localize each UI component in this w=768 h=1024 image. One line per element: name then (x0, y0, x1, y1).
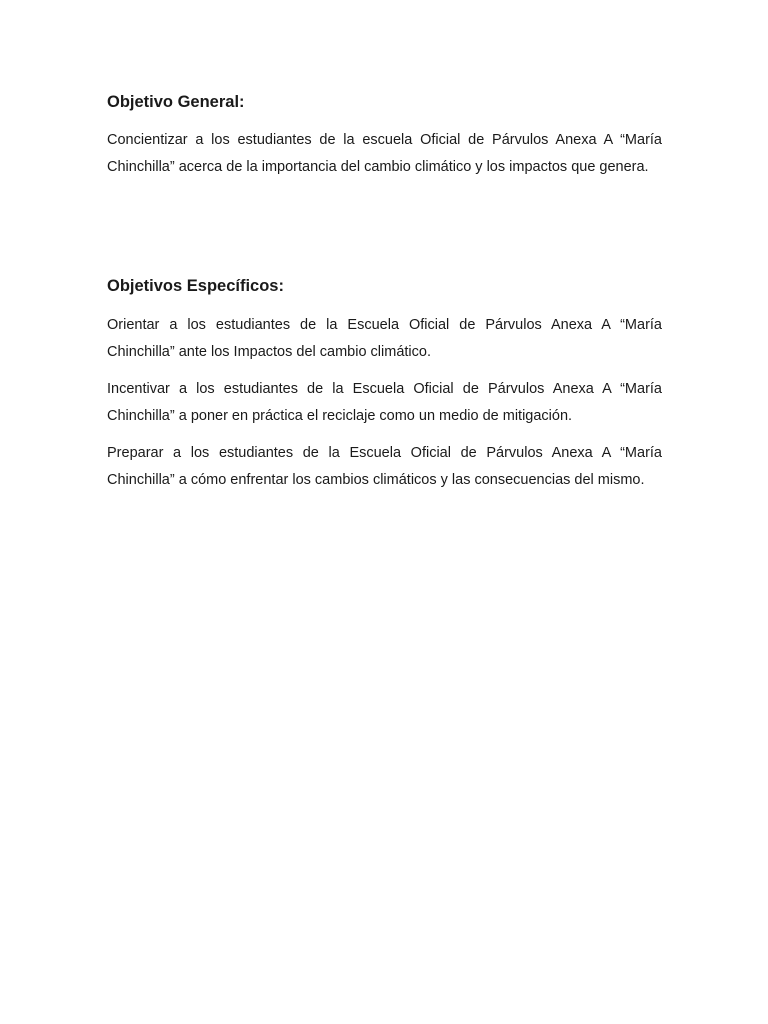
specific-objective-item: Incentivar a los estudiantes de la Escuela Oficial de Párvulos Anexa A “María Chinchilla” a poner en práctica el reciclaje como un medio de mitigación. (107, 381, 662, 424)
general-objective-heading: Objetivo General: (107, 93, 245, 111)
general-objective-text: Concientizar a los estudiantes de la escuela Oficial de Párvulos Anexa A “María Chinchilla” acerca de la importancia del cambio climático y los impactos que genera. (107, 132, 662, 175)
specific-objective-item: Orientar a los estudiantes de la Escuela Oficial de Párvulos Anexa A “María Chinchilla” ante los Impactos del cambio climático. (107, 317, 662, 360)
specific-objectives-heading: Objetivos Específicos: (107, 277, 284, 295)
specific-objective-item: Preparar a los estudiantes de la Escuela Oficial de Párvulos Anexa A “María Chinchilla” a cómo enfrentar los cambios climáticos y las consecuencias del mismo. (107, 445, 662, 488)
